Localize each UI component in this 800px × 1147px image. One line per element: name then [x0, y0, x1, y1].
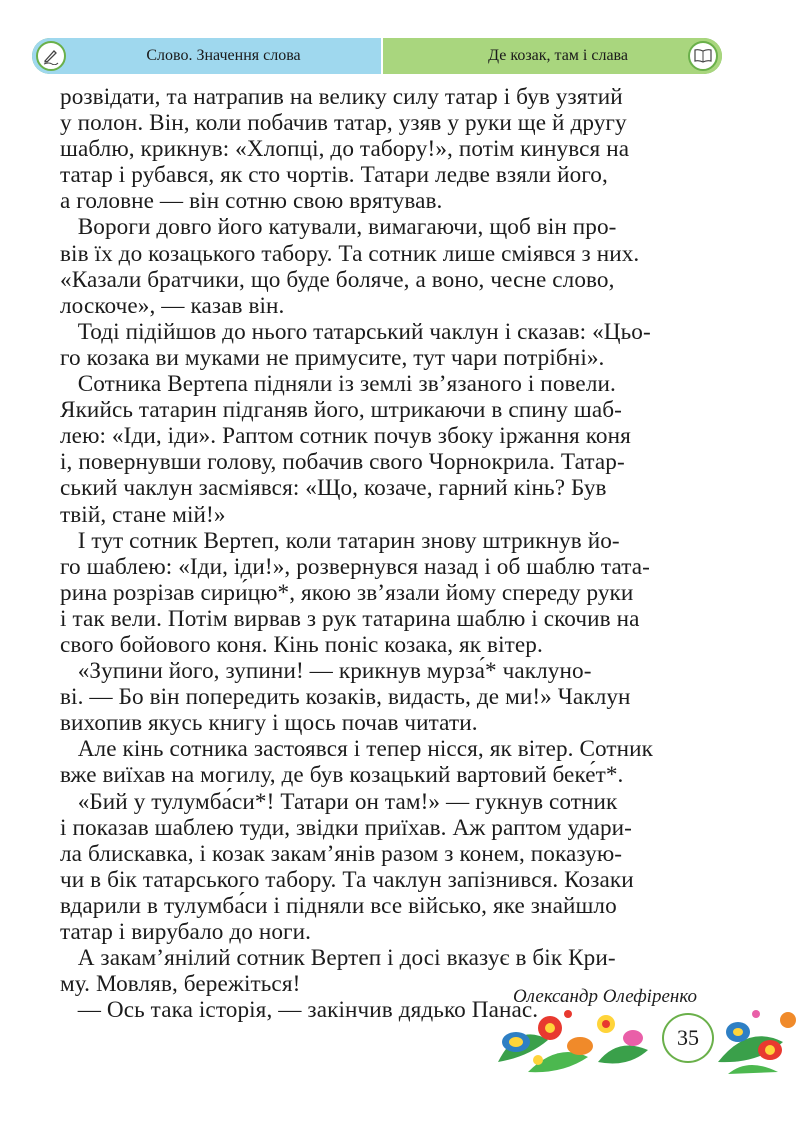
text-line: А закам’янілий сотник Вертеп і досі вказує в бік Кри- — [60, 945, 616, 972]
text-line: шаблю, крикнув: «Хлопці, до табору!», потім кинувся на — [60, 136, 630, 163]
header-section-title: Слово. Значення слова — [146, 47, 301, 64]
text-line: ві. — Бо він попередить козаків, видасть, де ми!» Чаклун — [60, 684, 631, 711]
text-line: «Казали братчики, що буде боляче, а воно, чесне слово, — [60, 266, 615, 293]
pen-icon — [36, 41, 66, 71]
text-line: Якийсь татарин підганяв його, штрикаючи в спину шаб- — [60, 397, 622, 424]
open-book-icon — [688, 41, 718, 71]
text-line: і показав шаблею туди, звідки приїхав. Аж раптом удари- — [60, 814, 632, 841]
text-line: Тоді підійшов до нього татарський чаклун і сказав: «Цьо- — [60, 318, 651, 345]
text-line: розвідати, та натрапив на велику силу татар і був узятий — [60, 84, 623, 110]
floral-ornament-icon — [488, 1002, 800, 1078]
text-line: го козака ви муками не примусите, тут чари потрібні». — [60, 344, 605, 371]
header-section-left — [32, 38, 383, 74]
text-line: лею: «Іди, іди». Раптом сотник почув збоку іржання коня — [60, 423, 631, 450]
text-line: вже виїхав на могилу, де був козацький вартовий беке́т*. — [60, 762, 624, 789]
text-line: чи в бік татарського табору. Та чаклун запізнився. Козаки — [60, 866, 634, 893]
text-line: І тут сотник Вертеп, коли татарин знову штрикнув йо- — [60, 527, 620, 554]
text-line: і, повернувши голову, побачив свого Чорнокрила. Татар- — [60, 449, 625, 476]
author-signature: Олександр Олефіренко — [512, 986, 697, 1007]
text-line: вів їх до козацького табору. Та сотник лише сміявся з них. — [60, 240, 640, 267]
text-line: татар і вирубало до ноги. — [60, 919, 312, 945]
text-line: вдарили в тулумба́си і підняли все військо, яке знайшло — [60, 892, 617, 919]
text-line: і так вели. Потім вирвав з рук татарина шаблю і скочив на — [60, 605, 640, 632]
page-number: 35 — [662, 1013, 714, 1063]
text-line: ський чаклун засміявся: «Що, козаче, гарний кінь? Був — [60, 475, 607, 502]
text-line: а головне — він сотню свою врятував. — [60, 188, 443, 215]
text-line: рина розрізав сири́цю*, якою зв’язали йому спереду руки — [60, 579, 634, 606]
text-line: Вороги довго його катували, вимагаючи, щоб він про- — [60, 214, 617, 241]
text-line: «Зупини його, зупини! — крикнув мурза́* чаклуно- — [60, 658, 592, 685]
page-header — [32, 38, 722, 74]
header-chapter-title: Де козак, там і слава — [488, 47, 628, 64]
text-line: свого бойового коня. Кінь поніс козака, як вітер. — [60, 631, 543, 658]
text-line: — Ось така історія, — закінчив дядько Панас. — [60, 997, 539, 1024]
text-line: го шаблею: «Іди, іди!», розвернувся назад і об шаблю тата- — [60, 553, 650, 580]
text-line: лоскоче», — казав він. — [60, 292, 285, 319]
header-section-right — [383, 38, 722, 74]
text-line: Сотника Вертепа підняли із землі зв’язаного і повели. — [60, 371, 616, 398]
text-line: му. Мовляв, бережіться! — [60, 971, 301, 998]
story-text — [60, 84, 700, 1023]
text-line: татар і рубався, як сто чортів. Татари ледве взяли його, — [60, 162, 608, 189]
text-line: у полон. Він, коли побачив татар, узяв у руки ще й другу — [60, 110, 627, 137]
text-line: твій, стане мій!» — [60, 501, 226, 528]
text-line: «Бий у тулумба́си*! Татари он там!» — гукнув сотник — [60, 788, 618, 815]
text-line: Але кінь сотника застоявся і тепер нісся, як вітер. Сотник — [60, 736, 654, 763]
text-line: вихопив якусь книгу і щось почав читати. — [60, 710, 478, 737]
text-line: ла блискавка, і козак закам’янів разом з конем, показую- — [60, 840, 623, 867]
